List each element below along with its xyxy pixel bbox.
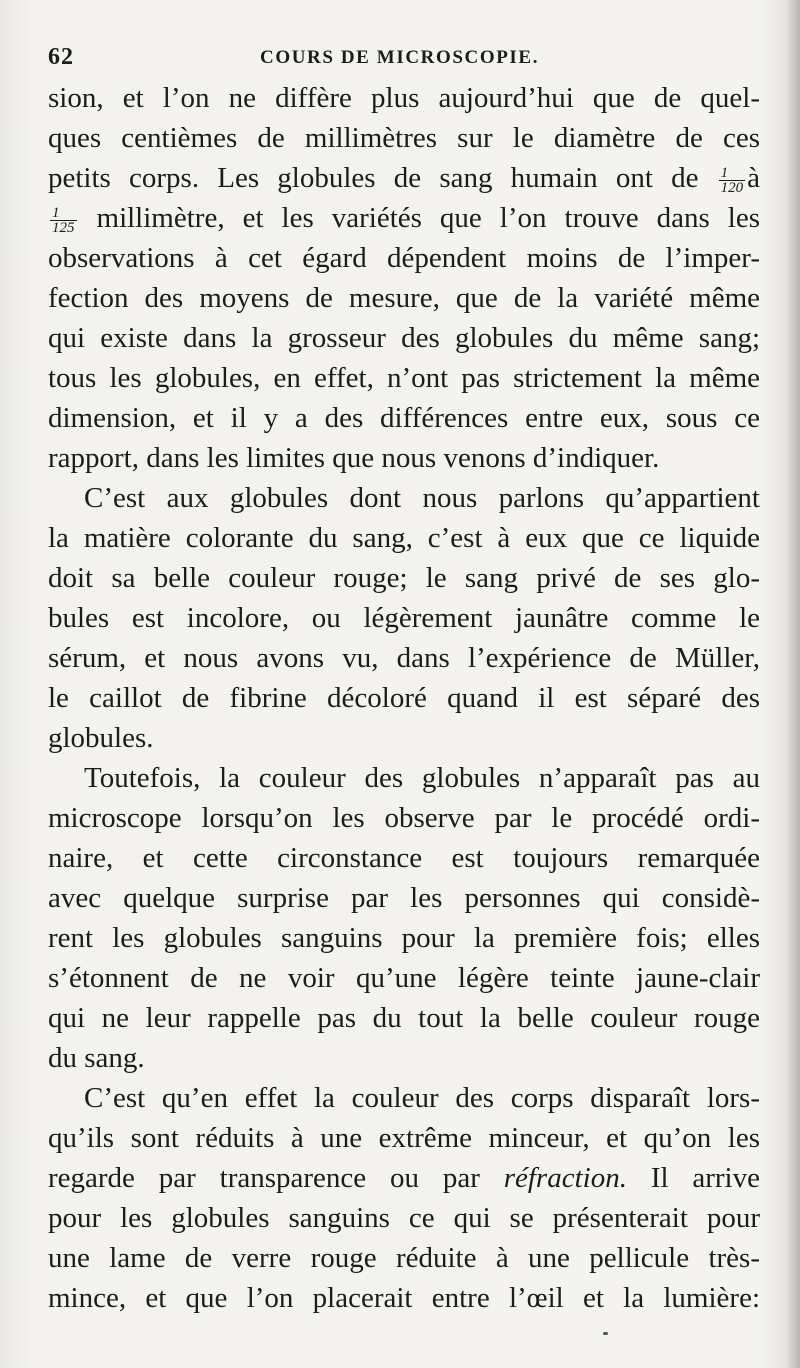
text-line: du sang. — [48, 1042, 145, 1074]
text-line: pour les globules sanguins ce qui se présenterait pour — [48, 1202, 760, 1234]
text-line: qu’ils sont réduits à une extrême minceur, et qu’on les — [48, 1122, 760, 1154]
text-line: ques centièmes de millimètres sur le diamètre de ces — [48, 122, 760, 154]
text-line-with-italic — [48, 1158, 760, 1198]
text-line: microscope lorsqu’on les observe par le procédé ordi- — [48, 802, 760, 834]
text-line: fection des moyens de mesure, que de la variété même — [48, 282, 760, 314]
text-line: doit sa belle couleur rouge; le sang privé de ses glo- — [48, 562, 760, 594]
text-fragment: Il arrive — [650, 1162, 760, 1194]
fraction-numerator: 1 — [719, 166, 746, 181]
text-line: qui ne leur rappelle pas du tout la belle couleur rouge — [48, 1002, 760, 1034]
paragraph-first-line: C’est aux globules dont nous parlons qu’appartient — [84, 482, 760, 514]
text-line: sérum, et nous avons vu, dans l’expérience de Müller, — [48, 642, 760, 674]
text-fragment: à — [747, 162, 760, 194]
text-line: bules est incolore, ou légèrement jaunâtre comme le — [48, 602, 760, 634]
paragraph-first-line: C’est qu’en effet la couleur des corps disparaît lors- — [84, 1082, 760, 1114]
text-line: mince, et que l’on placerait entre l’œil et la lumière: — [48, 1282, 760, 1314]
fraction — [719, 166, 746, 195]
fraction-denominator: 120 — [720, 179, 744, 196]
text-line: le caillot de fibrine décoloré quand il est séparé des — [48, 682, 760, 714]
text-line: observations à cet égard dépendent moins de l’imper- — [48, 242, 760, 274]
text-line: avec quelque surprise par les personnes qui considè- — [48, 882, 760, 914]
paragraph-first-line: Toutefois, la couleur des globules n’apparaît pas au — [84, 762, 760, 794]
text-line: globules. — [48, 722, 154, 754]
fraction-numerator: 1 — [50, 206, 77, 221]
running-title: COURS DE MICROSCOPIE. — [260, 47, 540, 68]
text-line: dimension, et il y a des différences entre eux, sous ce — [48, 402, 760, 434]
text-line: tous les globules, en effet, n’ont pas strictement la même — [48, 362, 760, 394]
fraction — [50, 206, 77, 235]
italic-word: réfraction. — [503, 1162, 627, 1194]
fraction-denominator: 125 — [52, 219, 75, 236]
text-fragment: petits corps. Les globules de sang humain ont de — [48, 162, 699, 194]
body-text — [48, 78, 760, 1318]
text-line: qui existe dans la grosseur des globules du même sang; — [48, 322, 760, 354]
text-line-with-fraction — [48, 158, 760, 198]
text-line-with-fraction — [48, 198, 760, 238]
ink-speck — [603, 1332, 608, 1335]
text-line: rent les globules sanguins pour la première fois; elles — [48, 922, 760, 954]
text-line: une lame de verre rouge réduite à une pellicule très- — [48, 1242, 760, 1274]
page-number: 62 — [48, 44, 74, 70]
text-line: s’étonnent de ne voir qu’une légère teinte jaune-clair — [48, 962, 760, 994]
text-line: la matière colorante du sang, c’est à eux que ce liquide — [48, 522, 760, 554]
page-header — [48, 44, 760, 76]
text-fragment: millimètre, et les variétés que l’on trouve dans les — [96, 202, 760, 234]
text-line: naire, et cette circonstance est toujours remarquée — [48, 842, 760, 874]
text-fragment: regarde par transparence ou par — [48, 1162, 480, 1194]
text-line: sion, et l’on ne diffère plus aujourd’hui que de quel- — [48, 82, 760, 114]
text-line: rapport, dans les limites que nous venons d’indiquer. — [48, 442, 660, 474]
page-edge-shadow — [786, 0, 800, 1368]
